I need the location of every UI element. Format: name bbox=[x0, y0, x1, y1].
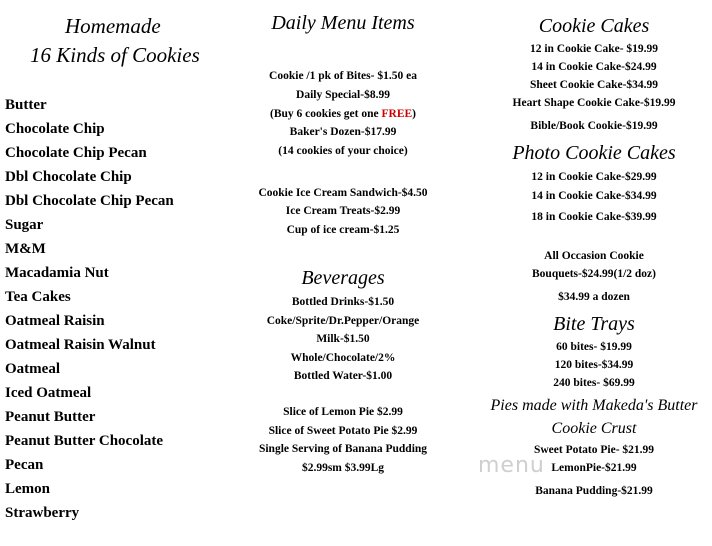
pie-banana: Banana Pudding-$21.99 bbox=[535, 485, 653, 497]
cookie-item: Iced Oatmeal bbox=[5, 385, 92, 401]
beverage-milk: Milk-$1.50 bbox=[316, 333, 370, 345]
cake-bible: Bible/Book Cookie-$19.99 bbox=[530, 120, 658, 132]
cookie-item: Oatmeal Raisin bbox=[5, 313, 105, 329]
bouquet-occasion: All Occasion Cookie bbox=[544, 250, 644, 262]
bite-tray-120: 120 bites-$34.99 bbox=[554, 359, 634, 371]
cookie-item: Dbl Chocolate Chip Pecan bbox=[5, 193, 174, 209]
cookie-item: Oatmeal Raisin Walnut bbox=[5, 337, 156, 353]
deal-text: (Buy 6 cookies get one bbox=[270, 108, 382, 120]
free-label: FREE bbox=[381, 108, 413, 120]
cake-12in: 12 in Cookie Cake- $19.99 bbox=[529, 43, 659, 55]
cookie-item: Pecan bbox=[5, 457, 44, 473]
heading-16-kinds: 16 Kinds of Cookies bbox=[30, 43, 200, 67]
cookie-item: Chocolate Chip bbox=[5, 121, 105, 137]
cake-heart: Heart Shape Cookie Cake-$19.99 bbox=[512, 97, 676, 109]
cookie-item: Chocolate Chip Pecan bbox=[5, 145, 147, 161]
menu-item-banana-price: $2.99sm $3.99Lg bbox=[301, 462, 385, 474]
cookie-item: Tea Cakes bbox=[5, 289, 71, 305]
menu-item-bakers-dozen: Baker's Dozen-$17.99 bbox=[289, 126, 397, 138]
menu-item-lemon-pie: Slice of Lemon Pie $2.99 bbox=[283, 406, 403, 418]
menu-item-choice: (14 cookies of your choice) bbox=[278, 145, 408, 157]
menu-item-banana: Single Serving of Banana Pudding bbox=[258, 443, 428, 455]
beverage-soda: Coke/Sprite/Dr.Pepper/Orange bbox=[266, 315, 420, 327]
cookie-item: Butter bbox=[5, 97, 47, 113]
beverage-bottled: Bottled Drinks-$1.50 bbox=[291, 296, 395, 308]
pie-lemon: LemonPie-$21.99 bbox=[551, 462, 637, 474]
cake-14in: 14 in Cookie Cake-$24.99 bbox=[531, 61, 657, 73]
photo-cake-18in: 18 in Cookie Cake-$39.99 bbox=[531, 211, 657, 223]
bouquet-dozen: $34.99 a dozen bbox=[558, 291, 630, 303]
cookie-item: M&M bbox=[5, 241, 46, 257]
bite-tray-60: 60 bites- $19.99 bbox=[556, 341, 632, 353]
cake-sheet: Sheet Cookie Cake-$34.99 bbox=[529, 79, 659, 91]
menu-item-deal bbox=[228, 108, 458, 120]
heading-pies: Pies made with Makeda's Butter bbox=[490, 397, 698, 414]
bite-tray-240: 240 bites- $69.99 bbox=[553, 377, 635, 389]
heading-beverages: Beverages bbox=[301, 267, 385, 289]
cookie-item: Macadamia Nut bbox=[5, 265, 109, 281]
bouquet-price: Bouquets-$24.99(1/2 doz) bbox=[532, 268, 656, 280]
photo-cake-12in: 12 in Cookie Cake-$29.99 bbox=[531, 171, 657, 183]
cookie-item: Strawberry bbox=[5, 505, 80, 521]
beverage-water: Bottled Water-$1.00 bbox=[293, 370, 393, 382]
cookie-item: Lemon bbox=[5, 481, 50, 497]
menu-item-bites: Cookie /1 pk of Bites- $1.50 ea bbox=[269, 70, 417, 82]
heading-cookie-cakes: Cookie Cakes bbox=[538, 15, 650, 37]
cookie-item: Dbl Chocolate Chip bbox=[5, 169, 132, 185]
cookie-item: Peanut Butter bbox=[5, 409, 96, 425]
menu-item-special: Daily Special-$8.99 bbox=[296, 89, 390, 101]
pie-sweet-potato: Sweet Potato Pie- $21.99 bbox=[533, 444, 655, 456]
menu-item-sandwich: Cookie Ice Cream Sandwich-$4.50 bbox=[258, 187, 428, 199]
cookie-item: Oatmeal bbox=[5, 361, 60, 377]
heading-photo-cakes: Photo Cookie Cakes bbox=[512, 142, 676, 164]
beverage-milk-types: Whole/Chocolate/2% bbox=[290, 352, 396, 364]
deal-close: ) bbox=[412, 108, 416, 120]
heading-pies-crust: Cookie Crust bbox=[551, 420, 637, 437]
cookie-item: Peanut Butter Chocolate bbox=[5, 433, 164, 449]
cookie-item: Sugar bbox=[5, 217, 44, 233]
heading-daily-menu: Daily Menu Items bbox=[271, 12, 415, 34]
heading-homemade: Homemade bbox=[65, 14, 161, 38]
heading-bite-trays: Bite Trays bbox=[553, 313, 635, 335]
watermark: menu bbox=[478, 453, 545, 478]
menu-item-treats: Ice Cream Treats-$2.99 bbox=[285, 205, 401, 217]
menu-item-cup: Cup of ice cream-$1.25 bbox=[286, 224, 400, 236]
photo-cake-14in: 14 in Cookie Cake-$34.99 bbox=[531, 190, 657, 202]
menu-item-sweet-potato: Slice of Sweet Potato Pie $2.99 bbox=[268, 425, 418, 437]
